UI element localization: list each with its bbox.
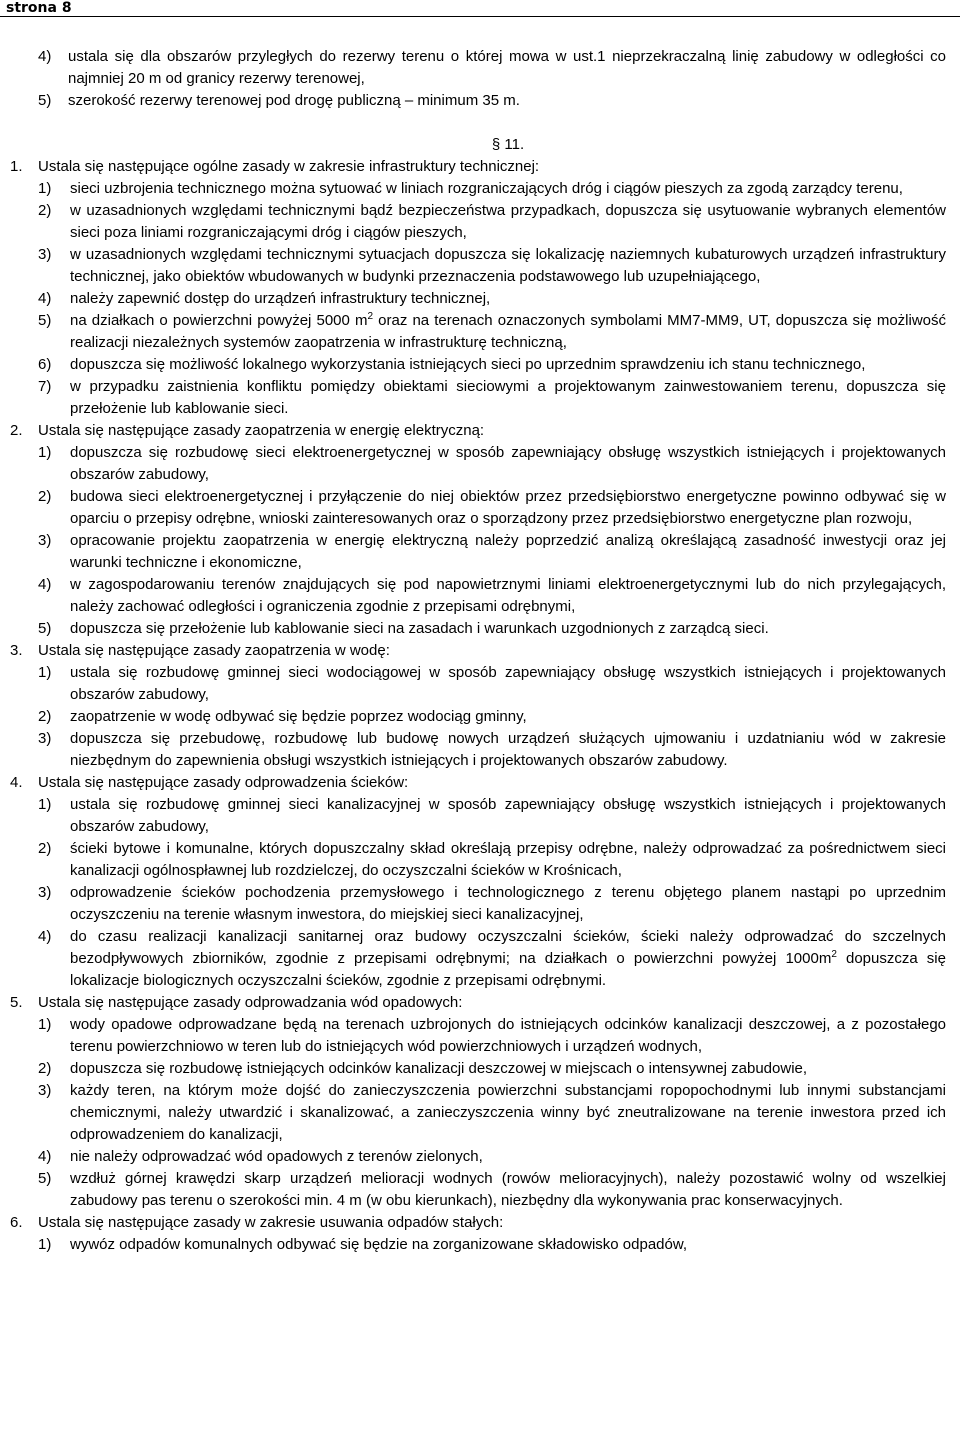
list-text: ustala się rozbudowę gminnej sieci kanalizacyjnej w sposób zapewniający obsługę wszystkich istniejących i projektowanych obszarów zabudowy, (70, 796, 946, 835)
list-text: ustala się dla obszarów przyległych do rezerwy terenu o której mowa w ust.1 nieprzekraczalną linię zabudowy w odległości co najmniej 20 m od granicy rezerwy terenowej, (68, 48, 946, 87)
list-text-continued: oraz na terenach oznaczonych symbolami MM7-MM9, UT, dopuszcza się możliwość realizacji niezależnych systemów zaopatrzenia w infrastrukturę techniczną, (70, 312, 947, 351)
section-title: Ustala się następujące ogólne zasady w zakresie infrastruktury technicznej: (38, 158, 540, 175)
section-number: 3. (10, 642, 23, 659)
header-rule (0, 16, 960, 17)
section (10, 156, 946, 420)
list-item (10, 618, 946, 640)
list-text: sieci uzbrojenia technicznego można sytuować w liniach rozgraniczających dróg i ciągów pieszych za zgodą zarządcy terenu, (70, 180, 903, 197)
list-number: 7) (38, 378, 52, 395)
list-text-continued: dopuszcza się lokalizacje biologicznych oczyszczalni ścieków, zgodnie z przepisami odrębnymi. (70, 950, 946, 989)
list-number: 2) (38, 488, 52, 505)
section (10, 1212, 946, 1256)
list-number: 4) (38, 576, 52, 593)
list-item (10, 882, 946, 926)
list-number: 2) (38, 840, 52, 857)
list-item (10, 376, 946, 420)
list-text: w uzasadnionych względami technicznymi bądź bezpieczeństwa przypadkach, dopuszcza się usytuowanie wybranych elementów sieci poza liniami rozgraniczającymi dróg i ciągów pieszych, (70, 202, 946, 241)
list-number: 1) (38, 796, 52, 813)
list-text: dopuszcza się rozbudowę istniejących odcinków kanalizacji deszczowej w miejscach o intensywnej zabudowie, (70, 1060, 808, 1077)
list-item (10, 244, 946, 288)
section-number: 1. (10, 158, 23, 175)
section-heading (10, 420, 946, 442)
list-number: 2) (38, 1060, 52, 1077)
list-text: w zagospodarowaniu terenów znajdujących się pod napowietrznymi liniami elektroenergetycznymi lub do nich przylegających, należy zachować odległości i ograniczenia zgodnie z przepisami odrębnymi, (70, 576, 946, 615)
list-number: 3) (38, 246, 52, 263)
list-item (10, 486, 946, 530)
list-text: szerokość rezerwy terenowej pod drogę publiczną – minimum 35 m. (68, 92, 520, 109)
list-item (10, 90, 946, 112)
list-text: dopuszcza się przełożenie lub kablowanie sieci na zasadach i warunkach uzgodnionych z zarządcą sieci. (70, 620, 769, 637)
list-item (10, 1234, 946, 1256)
list-number: 1) (38, 444, 52, 461)
section-title: Ustala się następujące zasady w zakresie usuwania odpadów stałych: (38, 1214, 504, 1231)
list-text: zaopatrzenie w wodę odbywać się będzie poprzez wodociąg gminny, (70, 708, 527, 725)
list-number: 4) (38, 1148, 52, 1165)
list-text: dopuszcza się rozbudowę sieci elektroenergetycznej w sposób zapewniający obsługę wszystkich istniejących i projektowanych obszarów zabudowy, (70, 444, 946, 483)
list-item (10, 662, 946, 706)
list-text: wody opadowe odprowadzane będą na terenach uzbrojonych do istniejących odcinków kanalizacji deszczowej, a z pozostałego terenu powierzchniowo w teren lub do istniejących wód powierzchniowych i urządzeń wodnych, (70, 1016, 946, 1055)
list-text: odprowadzenie ścieków pochodzenia przemysłowego i technologicznego z terenu objętego planem nastąpi po uprzednim oczyszczeniu na terenie własnym inwestora, do miejskiej sieci kanalizacyjnej, (70, 884, 946, 923)
list-text: dopuszcza się przebudowę, rozbudowę lub budowę nowych urządzeń służących ujmowaniu i uzdatnianiu wód w zakresie niezbędnym do zapewnienia obsługi wszystkich istniejących i projektowanych obszarów zabudowy. (70, 730, 946, 769)
section-number: 5. (10, 994, 23, 1011)
list-number: 5) (38, 92, 52, 109)
section (10, 772, 946, 992)
list-text: do czasu realizacji kanalizacji sanitarnej oraz budowy oczyszczalni ścieków, ścieki należy odprowadzać do szczelnych bezodpływowych zbiorników, zgodnie z przepisami odrębnymi; na działkach o powierzchni powyżej 1000m (70, 928, 946, 967)
list-item (10, 1168, 946, 1212)
list-item (10, 1014, 946, 1058)
list-item (10, 728, 946, 772)
superscript: 2 (831, 949, 837, 960)
superscript: 2 (367, 311, 374, 322)
list-text: każdy teren, na którym może dojść do zanieczyszczenia powierzchni substancjami ropopochodnymi lub innymi substancjami chemicznymi, należy utwardzić i skanalizować, a zanieczyszczenia winny być zneutralizowane na terenie inwestora przed ich odprowadzeniem do kanalizacji, (70, 1082, 946, 1143)
list-number: 4) (38, 928, 52, 945)
list-text: nie należy odprowadzać wód opadowych z terenów zielonych, (70, 1148, 483, 1165)
list-number: 2) (38, 708, 52, 725)
section-heading (10, 992, 946, 1014)
list-text: na działkach o powierzchni powyżej 5000 m (70, 312, 368, 329)
list-text: budowa sieci elektroenergetycznej i przyłączenie do niej obiektów przez przedsiębiorstwo energetyczne powinno odbywać się w oparciu o przepisy odrębne, wnioski zainteresowanych oraz o sporządzony przez przedsiębiorstwo energetyczne plan rozwoju, (70, 488, 946, 527)
list-item (10, 288, 946, 310)
list-number: 3) (38, 532, 52, 549)
section-heading (10, 640, 946, 662)
list-text: wywóz odpadów komunalnych odbywać się będzie na zorganizowane składowisko odpadów, (70, 1236, 688, 1253)
list-item (10, 200, 946, 244)
section (10, 640, 946, 772)
paragraph-heading: § 11. (491, 136, 525, 153)
section (10, 992, 946, 1212)
list-text: ścieki bytowe i komunalne, których dopuszczalny skład określają przepisy odrębne, należy odprowadzać za pośrednictwem sieci kanalizacji ogólnospławnej lub rozdzielczej, do oczyszczalni ścieków w Krośnicach, (70, 840, 946, 879)
list-text: opracowanie projektu zaopatrzenia w energię elektryczną należy poprzedzić analizą określającą zasadność inwestycji oraz jej warunki techniczne i ekonomiczne, (70, 532, 946, 571)
section-number: 4. (10, 774, 23, 791)
list-number: 4) (38, 290, 52, 307)
list-item (10, 46, 946, 90)
list-item (10, 530, 946, 574)
list-item (10, 310, 946, 354)
list-number: 4) (38, 48, 52, 65)
list-text: należy zapewnić dostęp do urządzeń infrastruktury technicznej, (70, 290, 491, 307)
page-number-header: strona 8 (6, 0, 72, 16)
section-title: Ustala się następujące zasady zaopatrzenia w energię elektryczną: (38, 422, 485, 439)
section-heading (10, 772, 946, 794)
list-number: 5) (38, 620, 52, 637)
list-number: 1) (38, 1016, 52, 1033)
section-number: 6. (10, 1214, 23, 1231)
list-item (10, 794, 946, 838)
section (10, 420, 946, 640)
list-number: 3) (38, 884, 52, 901)
list-text: wzdłuż górnej krawędzi skarp urządzeń melioracji wodnych (rowów melioracyjnych), należy pozostawić wolny od wszelkiej zabudowy pas terenu o szerokości min. 4 m (w obu kierunkach), niezbędny dla wykonywania prac konserwacyjnych. (70, 1170, 946, 1209)
list-number: 2) (38, 202, 52, 219)
list-text: w przypadku zaistnienia konfliktu pomiędzy obiektami sieciowymi a projektowanym zainwestowaniem terenu, dopuszcza się przełożenie lub kablowanie sieci. (70, 378, 946, 417)
section-number: 2. (10, 422, 23, 439)
list-number: 1) (38, 180, 52, 197)
list-item (10, 1146, 946, 1168)
list-text: w uzasadnionych względami technicznymi sytuacjach dopuszcza się lokalizację naziemnych kubaturowych urządzeń infrastruktury technicznej, jako obiektów wbudowanych w budynki przeznaczenia podstawowego lub uzupełniającego, (70, 246, 946, 285)
list-item (10, 178, 946, 200)
list-number: 3) (38, 1082, 52, 1099)
list-item (10, 706, 946, 728)
list-item (10, 1058, 946, 1080)
list-item (10, 574, 946, 618)
section-title: Ustala się następujące zasady zaopatrzenia w wodę: (38, 642, 390, 659)
list-item (10, 442, 946, 486)
list-number: 1) (38, 1236, 52, 1253)
list-text: dopuszcza się możliwość lokalnego wykorzystania istniejących sieci po uprzednim sprawdzeniu ich stanu technicznego, (70, 356, 866, 373)
section-title: Ustala się następujące zasady odprowadzenia ścieków: (38, 774, 409, 791)
list-item (10, 1080, 946, 1146)
list-number: 1) (38, 664, 52, 681)
list-number: 5) (38, 312, 52, 329)
list-text: ustala się rozbudowę gminnej sieci wodociągowej w sposób zapewniający obsługę wszystkich istniejących i projektowanych obszarów zabudowy, (70, 664, 946, 703)
section-heading (10, 1212, 946, 1234)
section-heading (10, 156, 946, 178)
list-number: 6) (38, 356, 52, 373)
section-title: Ustala się następujące zasady odprowadzania wód opadowych: (38, 994, 463, 1011)
sections-container (10, 156, 946, 1256)
list-item (10, 354, 946, 376)
document-body (10, 46, 946, 1256)
list-item (10, 926, 946, 992)
list-item (10, 838, 946, 882)
list-number: 3) (38, 730, 52, 747)
list-number: 5) (38, 1170, 52, 1187)
